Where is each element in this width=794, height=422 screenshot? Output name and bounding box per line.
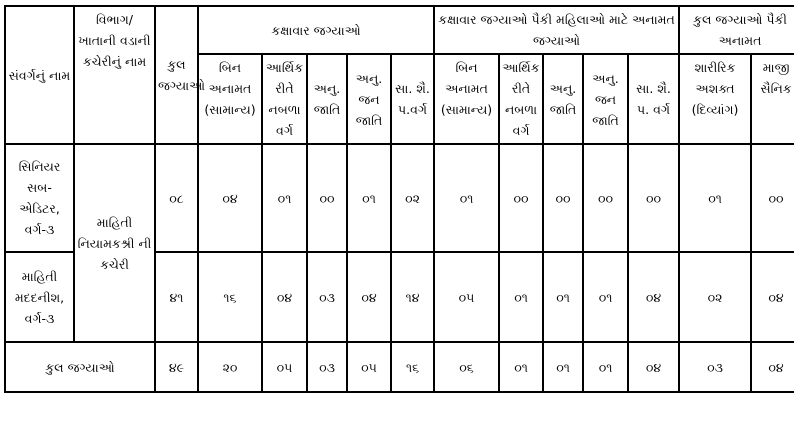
cell: ૦૩	[679, 342, 751, 392]
cell: ૦૬	[434, 342, 499, 392]
cell: ૦૧	[434, 144, 499, 252]
cell: ૦૧	[583, 342, 628, 392]
women-group-header: કક્ષાવાર જગ્યાઓ પૈકી મહિલાઓ માટે અનામત જગ્યાઓ	[434, 6, 679, 54]
ex-servicemen-header: માજી સૈનિક	[751, 54, 794, 144]
cell: ૦૧	[583, 252, 628, 342]
cell: ૦૧	[262, 144, 307, 252]
cell: ૦૫	[347, 342, 391, 392]
cell: ૦૦	[751, 144, 794, 252]
cadre-cell: સિનિયર સબ-એડિટર, વર્ગ-૩	[5, 144, 74, 252]
women-sebc-header: સા. શૈ. પ. વર્ગ	[628, 54, 679, 144]
cadre-header: સંવર્ગનું નામ	[5, 6, 74, 144]
total-cell: ૦૮	[155, 144, 198, 252]
cell: ૦૦	[628, 144, 679, 252]
cell: ૦૦	[583, 144, 628, 252]
totals-row	[5, 342, 794, 392]
reserved-group-header: કુલ જગ્યાઓ પૈકી અનામત	[679, 6, 794, 54]
cell: ૦૦	[499, 144, 543, 252]
cell: ૦૧	[499, 252, 543, 342]
cell: ૨૦	[198, 342, 262, 392]
cell: ૦૧	[679, 144, 751, 252]
cell: ૦૩	[307, 342, 347, 392]
women-st-header: અનુ. જન જાતિ	[583, 54, 628, 144]
cell: ૦૪	[628, 342, 679, 392]
total-header: કુલ જગ્યાઓ	[155, 6, 198, 144]
cell: ૦૧	[543, 342, 583, 392]
vacancy-table	[4, 5, 794, 393]
cell: ૦૪	[751, 342, 794, 392]
cell: ૦૨	[679, 252, 751, 342]
cell: ૦૫	[434, 252, 499, 342]
cell: ૦૪	[628, 252, 679, 342]
cell: ૦૧	[347, 144, 391, 252]
total-cell: ૪૧	[155, 252, 198, 342]
totals-label: કુલ જગ્યાઓ	[5, 342, 155, 392]
women-sc-header: અનુ. જાતિ	[543, 54, 583, 144]
cell: ૦૫	[262, 342, 307, 392]
cell: ૦૧	[543, 252, 583, 342]
st-header: અનુ. જન જાતિ	[347, 54, 391, 144]
women-ews-header: આર્થિક રીતે નબળા વર્ગ	[499, 54, 543, 144]
department-cell: માહિતી નિયામકશ્રી ની કચેરી	[74, 144, 155, 342]
cell: ૦૦	[307, 144, 347, 252]
cadre-cell: માહિતી મદદનીશ, વર્ગ-૩	[5, 252, 74, 342]
cell: ૦૪	[262, 252, 307, 342]
women-unreserved-header: બિન અનામત (સામાન્ય)	[434, 54, 499, 144]
cell: ૦૨	[391, 144, 434, 252]
cell: ૦૧	[499, 342, 543, 392]
cell: ૦૦	[543, 144, 583, 252]
cell: ૦૪	[198, 144, 262, 252]
category-group-header: કક્ષાવાર જગ્યાઓ	[198, 6, 434, 54]
ews-header: આર્થિક રીતે નબળા વર્ગ	[262, 54, 307, 144]
department-header: વિભાગ/ ખાતાની વડાની કચેરીનું નામ	[74, 6, 155, 144]
cell: ૦૩	[307, 252, 347, 342]
cell: ૧૬	[391, 342, 434, 392]
header-row-1	[5, 6, 794, 54]
unreserved-header: બિન અનામત (સામાન્ય)	[198, 54, 262, 144]
cell: ૦૪	[347, 252, 391, 342]
cell: ૧૪	[391, 252, 434, 342]
cell: ૦૪	[751, 252, 794, 342]
cell: ૧૬	[198, 252, 262, 342]
sc-header: અનુ. જાતિ	[307, 54, 347, 144]
sebc-header: સા. શૈ. પ.વર્ગ	[391, 54, 434, 144]
disabled-header: શારીરિક અશક્ત (દિવ્યાંગ)	[679, 54, 751, 144]
totals-total-cell: ૪૯	[155, 342, 198, 392]
table-row	[5, 144, 794, 252]
